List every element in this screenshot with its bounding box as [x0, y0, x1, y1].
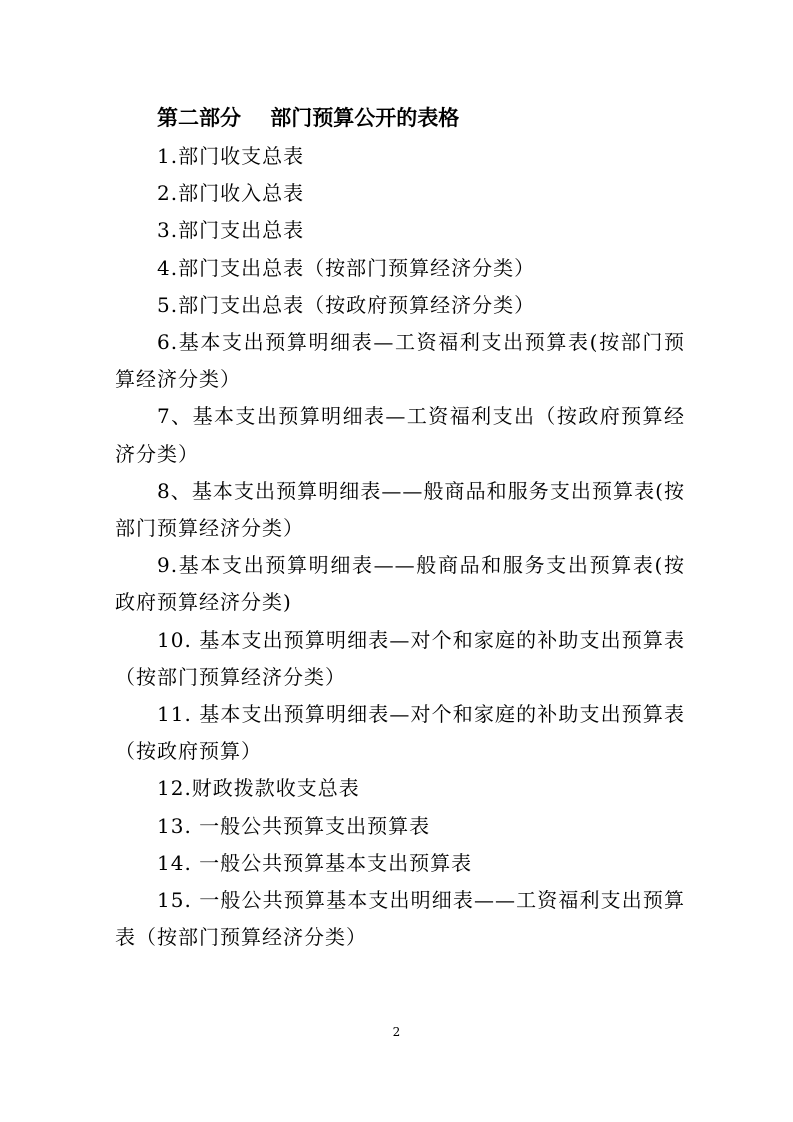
list-item: 14. 一般公共预算基本支出预算表	[157, 850, 473, 875]
list-item: 15. 一般公共预算基本支出明细表——工资福利支出预算表（按部门预算经济分类）	[115, 888, 685, 950]
list-item: 8、基本支出预算明细表——般商品和服务支出预算表(按部门预算经济分类）	[115, 478, 685, 541]
list-item: 11. 基本支出预算明细表—对个和家庭的补助支出预算表（按政府预算）	[115, 702, 685, 764]
page-number: 2	[392, 1025, 401, 1039]
list-item: 6.基本支出预算明细表—工资福利支出预算表(按部门预算经济分类）	[115, 330, 685, 392]
list-item: 1.部门收支总表	[157, 144, 305, 168]
list-item: 5.部门支出总表（按政府预算经济分类）	[157, 292, 536, 317]
list-item: 12.财政拨款收支总表	[157, 776, 360, 801]
list-item: 7、基本支出预算明细表—工资福利支出（按政府预算经济分类）	[115, 404, 685, 466]
list-item: 9.基本支出预算明细表——般商品和服务支出预算表(按政府预算经济分类)	[115, 553, 685, 615]
list-item: 4.部门支出总表（按部门预算经济分类）	[157, 255, 536, 280]
list-item: 13. 一般公共预算支出预算表	[157, 813, 431, 838]
list-item: 3.部门支出总表	[157, 218, 305, 243]
list-item: 10. 基本支出预算明细表—对个和家庭的补助支出预算表（按部门预算经济分类）	[115, 627, 685, 689]
table-list	[115, 138, 685, 956]
section-heading: 第二部分 部门预算公开的表格	[157, 106, 460, 130]
list-item: 2.部门收入总表	[157, 181, 305, 206]
